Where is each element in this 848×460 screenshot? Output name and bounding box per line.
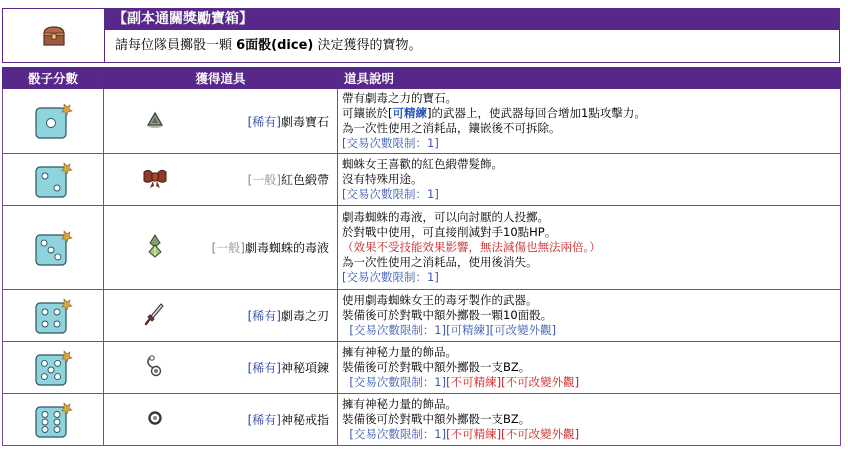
description-line bbox=[342, 91, 836, 106]
table-row bbox=[3, 394, 841, 446]
description-text: 蜘蛛女王喜歡的紅色緞帶髮飾。 bbox=[342, 157, 504, 171]
description-text: 劇毒蜘蛛的毒液，可以向討厭的人投擲。 bbox=[342, 210, 550, 224]
description-line bbox=[342, 210, 836, 225]
dice-cell bbox=[3, 290, 104, 342]
item-rarity-tag: [稀有] bbox=[247, 361, 281, 375]
page-title: 【副本通關獎勵寶箱】 bbox=[105, 9, 839, 30]
description-text: 為一次性使用之消耗品，鑲嵌後不可拆除。 bbox=[342, 121, 561, 135]
description-line bbox=[342, 136, 836, 151]
item-description-cell bbox=[338, 394, 841, 446]
description-line bbox=[342, 412, 836, 427]
item-rarity-tag: [稀有] bbox=[247, 309, 281, 323]
intro-post: 決定獲得的寶物。 bbox=[313, 38, 422, 53]
description-line bbox=[342, 375, 836, 390]
item-icon-cell bbox=[104, 154, 206, 206]
item-name: 劇毒寶石 bbox=[281, 114, 330, 129]
description-text: 帶有劇毒之力的寶石。 bbox=[342, 91, 458, 105]
item-name-cell bbox=[206, 154, 338, 206]
item-name: 劇毒之刃 bbox=[281, 309, 330, 323]
table-row bbox=[3, 290, 841, 342]
item-name-cell bbox=[206, 394, 338, 446]
dice-cell bbox=[3, 206, 104, 290]
dice-cell bbox=[3, 89, 104, 154]
description-line bbox=[342, 323, 836, 338]
description-line bbox=[342, 157, 836, 172]
description-line bbox=[342, 397, 836, 412]
description-line bbox=[342, 225, 836, 240]
description-line bbox=[342, 427, 836, 442]
description-line bbox=[342, 240, 836, 255]
item-icon-cell bbox=[104, 394, 206, 446]
reward-table bbox=[2, 67, 841, 446]
item-name: 紅色緞帶 bbox=[281, 173, 330, 187]
table-row bbox=[3, 89, 841, 154]
item-name-cell bbox=[206, 206, 338, 290]
item-icon-cell bbox=[104, 342, 206, 394]
description-line bbox=[342, 345, 836, 360]
die-6-icon bbox=[33, 402, 73, 438]
item-description-cell bbox=[338, 206, 841, 290]
description-text: 裝備後可於對戰中額外擲骰一支BZ。 bbox=[342, 412, 531, 426]
table-row bbox=[3, 206, 841, 290]
description-text: [交易次數限制：1][可精練][可改變外觀] bbox=[342, 323, 557, 337]
gem-icon bbox=[144, 110, 166, 133]
item-icon-cell bbox=[104, 290, 206, 342]
item-name-cell bbox=[206, 342, 338, 394]
description-text: 於對戰中使用，可直接削減對手10點HP。 bbox=[342, 225, 557, 239]
die-3-icon bbox=[33, 230, 73, 266]
dagger-icon bbox=[144, 302, 166, 329]
dice-cell bbox=[3, 154, 104, 206]
description-text: ]的武器上，使武器每回合增加1點攻擊力。 bbox=[427, 106, 646, 120]
description-text: 擁有神秘力量的飾品。 bbox=[342, 345, 458, 359]
item-description-cell bbox=[338, 89, 841, 154]
ring-icon bbox=[147, 410, 163, 429]
desc-column-header: 道具說明 bbox=[338, 68, 841, 89]
die-5-icon bbox=[33, 350, 73, 386]
treasure-chest-icon bbox=[41, 25, 67, 47]
item-name-cell bbox=[206, 89, 338, 154]
die-1-icon bbox=[33, 103, 73, 139]
description-text: 可精練 bbox=[392, 106, 428, 120]
chest-cell bbox=[3, 9, 105, 62]
item-name: 神秘項鍊 bbox=[281, 361, 330, 375]
item-column-header: 獲得道具 bbox=[104, 68, 338, 89]
description-line bbox=[342, 106, 836, 121]
item-icon-cell bbox=[104, 206, 206, 290]
dice-column-header: 骰子分數 bbox=[3, 68, 104, 89]
description-text: [不可精練][不可改變外觀] bbox=[446, 375, 580, 389]
description-text: [交易次數限制：1] bbox=[342, 187, 439, 201]
description-text: [不可精練][不可改變外觀] bbox=[446, 427, 580, 441]
description-text: [交易次數限制：1] bbox=[342, 270, 439, 284]
description-text: 裝備後可於對戰中額外擲骰一支BZ。 bbox=[342, 360, 531, 374]
item-description-cell bbox=[338, 290, 841, 342]
dice-cell bbox=[3, 342, 104, 394]
description-text: 擁有神秘力量的飾品。 bbox=[342, 397, 458, 411]
die-2-icon bbox=[33, 162, 73, 198]
item-icon-cell bbox=[104, 89, 206, 154]
description-text: [交易次數限制：1] bbox=[342, 136, 439, 150]
item-name: 神秘戒指 bbox=[281, 413, 330, 427]
table-row bbox=[3, 342, 841, 394]
item-rarity-tag: [一般] bbox=[211, 241, 245, 255]
table-row bbox=[3, 154, 841, 206]
description-line bbox=[342, 360, 836, 375]
ribbon-icon bbox=[141, 166, 169, 193]
description-line bbox=[342, 270, 836, 285]
item-rarity-tag: [稀有] bbox=[247, 114, 281, 129]
table-header-row bbox=[3, 68, 841, 89]
intro-bold: 6面骰(dice) bbox=[236, 38, 314, 53]
item-description-cell bbox=[338, 342, 841, 394]
description-text: 可鑲嵌於[ bbox=[342, 106, 393, 120]
description-text: 沒有特殊用途。 bbox=[342, 172, 423, 186]
item-name: 劇毒蜘蛛的毒液 bbox=[245, 241, 330, 255]
item-description-cell bbox=[338, 154, 841, 206]
description-text: 裝備後可於對戰中額外擲骰一顆10面骰。 bbox=[342, 308, 553, 322]
description-line bbox=[342, 293, 836, 308]
description-line bbox=[342, 308, 836, 323]
necklace-icon bbox=[144, 354, 166, 381]
description-line bbox=[342, 255, 836, 270]
description-line bbox=[342, 121, 836, 136]
reward-header bbox=[2, 8, 840, 63]
description-text: 為一次性使用之消耗品，使用後消失。 bbox=[342, 255, 538, 269]
die-4-icon bbox=[33, 298, 73, 334]
item-rarity-tag: [一般] bbox=[247, 173, 281, 187]
description-line bbox=[342, 187, 836, 202]
item-name-cell bbox=[206, 290, 338, 342]
description-text: （效果不受技能效果影響，無法減傷也無法兩倍。） bbox=[342, 240, 601, 254]
intro-text bbox=[105, 30, 839, 62]
item-rarity-tag: [稀有] bbox=[247, 413, 281, 427]
dice-cell bbox=[3, 394, 104, 446]
description-line bbox=[342, 172, 836, 187]
intro-pre: 請每位隊員擲骰一顆 bbox=[115, 38, 237, 53]
description-text: 使用劇毒蜘蛛女王的毒牙製作的武器。 bbox=[342, 293, 538, 307]
venom-flask-icon bbox=[146, 233, 164, 262]
description-text: [交易次數限制：1] bbox=[342, 375, 447, 389]
description-text: [交易次數限制：1] bbox=[342, 427, 447, 441]
